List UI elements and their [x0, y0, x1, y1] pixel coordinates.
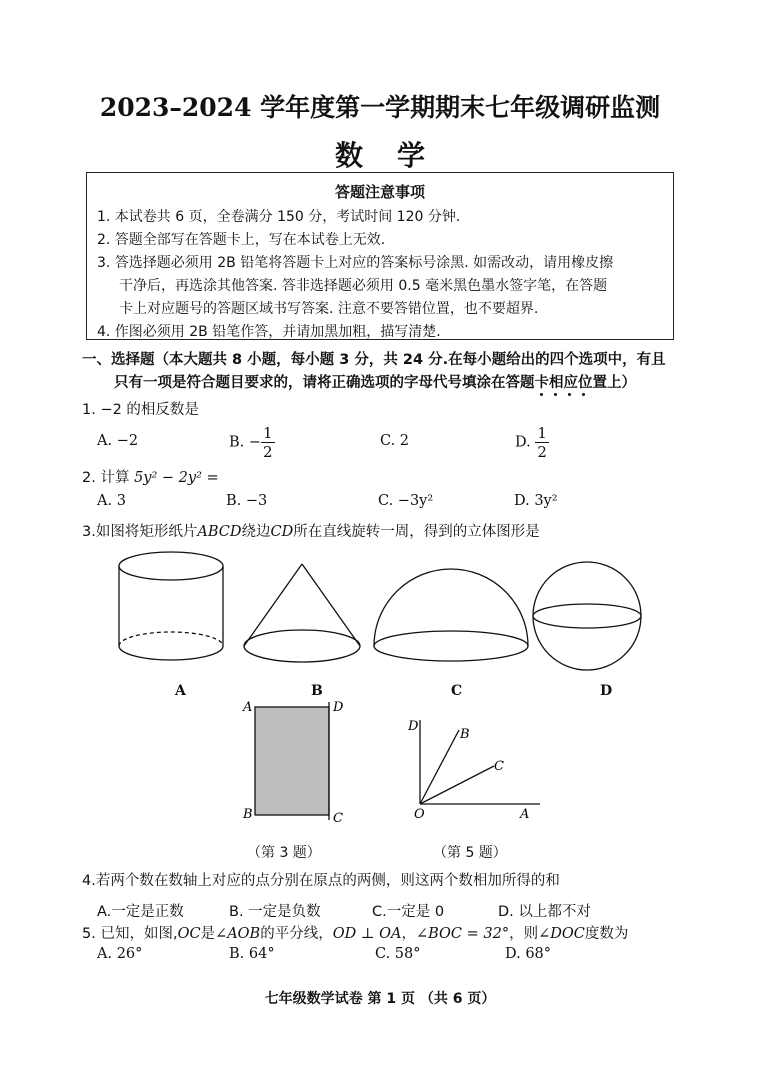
angle-label-c: C: [494, 759, 504, 774]
q2-option-b: B. −3: [226, 493, 268, 509]
q5-option-b: B. 64°: [229, 946, 275, 962]
rect-label-b: B: [243, 807, 253, 822]
q3-stem-mid: 绕边: [241, 524, 271, 540]
q5-stem-a: 是: [200, 926, 216, 942]
ray-ob: [420, 730, 459, 804]
rect-label-c: C: [333, 811, 343, 826]
q2-option-a: A. 3: [97, 493, 126, 509]
q3-caption: （第 3 题）: [247, 845, 321, 861]
q5-stem-prefix: 5. 已知，如图,: [82, 926, 178, 942]
q3-label-a: A: [175, 683, 186, 699]
notice-line-3c: 卡上对应题号的答题区域书写答案. 注意不要答错位置，也不要超界.: [119, 301, 539, 317]
emphasis-dot: [568, 393, 571, 396]
q2-stem-prefix: 2. 计算: [82, 470, 130, 486]
angle-label-a: A: [520, 807, 530, 822]
rect-label-d: D: [333, 700, 344, 715]
cone-figure: [244, 564, 360, 662]
section1-heading-1: 一、选择题（本大题共 8 小题，每小题 3 分，共 24 分.在每小题给出的四个选项中，有且: [82, 352, 666, 368]
hemisphere-figure: [374, 569, 528, 661]
q5-stem-d: ，则: [509, 926, 539, 942]
q1-option-a: A. −2: [97, 433, 139, 449]
fraction-denominator: 2: [537, 443, 547, 461]
q1-option-d-fraction: [535, 424, 549, 461]
notice-box: [86, 172, 674, 340]
angle-label-d: D: [408, 719, 419, 734]
q1-option-b-label: B. −: [229, 434, 262, 451]
q5-option-a: A. 26°: [97, 946, 143, 962]
cylinder-figure: [119, 552, 223, 660]
emphasis-dot: [554, 393, 557, 396]
fraction-numerator: 1: [537, 424, 547, 442]
q5-stem-e: 度数为: [584, 926, 629, 942]
notice-line-4: 4. 作图必须用 2B 铅笔作答，并请加黑加粗，描写清楚.: [97, 324, 441, 340]
q1-option-b-fraction: [261, 424, 275, 461]
q5-angle-figure: [400, 712, 550, 824]
q3-label-b: B: [311, 683, 323, 699]
q3-solid-figures: [0, 548, 760, 678]
q3-label-d: D: [600, 683, 613, 699]
q3-stem-suffix: 所在直线旋转一周，得到的立体图形是: [293, 524, 540, 540]
q1-stem: 1. −2 的相反数是: [82, 402, 199, 418]
emphasis-dot: [582, 393, 585, 396]
q3-stem-prefix: 3.如图将矩形纸片: [82, 524, 198, 540]
notice-line-2: 2. 答题全部写在答题卡上，写在本试卷上无效.: [97, 232, 386, 248]
q5-oc: OC: [177, 926, 201, 942]
q5-option-d: D. 68°: [505, 946, 552, 962]
q4-option-a: A.一定是正数: [97, 904, 184, 920]
q5-stem: [82, 922, 628, 943]
q2-stem: [82, 466, 219, 487]
q5-perp: OD ⊥ OA: [332, 926, 402, 942]
q5-boc: ∠BOC = 32°: [415, 926, 510, 942]
q3-cd: CD: [270, 524, 294, 540]
notice-line-3b: 干净后，再选涂其他答案. 答非选择题必须用 0.5 毫米黑色墨水签字笔，在答题: [119, 278, 608, 294]
exam-title: 2023–2024 学年度第一学期期末七年级调研监测: [99, 93, 661, 122]
sphere-figure: [533, 562, 641, 670]
q5-aob: ∠AOB: [215, 926, 261, 942]
section1-heading-2: 只有一项是符合题目要求的，请将正确选项的字母代号填涂在答题卡相应位置上）: [114, 375, 636, 391]
q2-option-d: D. 3y²: [514, 493, 558, 509]
angle-label-o: O: [414, 807, 425, 822]
q4-option-d: D. 以上都不对: [498, 904, 591, 920]
q1-option-d: [515, 424, 549, 461]
q5-caption: （第 5 题）: [433, 845, 507, 861]
q5-doc: ∠DOC: [538, 926, 585, 942]
q4-option-c: C.一定是 0: [372, 904, 445, 920]
q3-label-c: C: [451, 683, 463, 699]
shaded-rectangle: [255, 707, 329, 815]
q3-stem: [82, 520, 540, 541]
q1-option-b: [229, 424, 275, 461]
rect-label-a: A: [243, 700, 253, 715]
q1-option-d-label: D.: [515, 434, 536, 451]
q4-stem: 4.若两个数在数轴上对应的点分别在原点的两侧，则这两个数相加所得的和: [82, 873, 560, 889]
q3-abcd: ABCD: [197, 524, 242, 540]
fraction-denominator: 2: [263, 443, 273, 461]
q2-expression: 5y² − 2y² =: [134, 470, 219, 486]
notice-line-3: 3. 答选择题必须用 2B 铅笔将答题卡上对应的答案标号涂黑. 如需改动，请用橡皮擦: [97, 255, 614, 271]
q4-option-b: B. 一定是负数: [229, 904, 321, 920]
notice-line-1: 1. 本试卷共 6 页，全卷满分 150 分，考试时间 120 分钟.: [97, 209, 461, 225]
q2-option-c: C. −3y²: [378, 493, 434, 509]
notice-title: 答题注意事项: [334, 183, 425, 201]
q3-rectangle-figure: [236, 698, 356, 828]
page-footer: 七年级数学试卷 第 1 页 （共 6 页）: [264, 991, 496, 1007]
emphasis-dot: [540, 393, 543, 396]
subject-title: 数学: [334, 139, 459, 172]
q5-option-c: C. 58°: [375, 946, 421, 962]
q5-stem-b: 的平分线，: [260, 926, 333, 942]
fraction-numerator: 1: [263, 424, 273, 442]
ray-oc: [420, 766, 494, 804]
angle-label-b: B: [460, 727, 470, 742]
q1-option-c: C. 2: [380, 433, 410, 449]
q5-stem-c: ，: [401, 926, 416, 942]
